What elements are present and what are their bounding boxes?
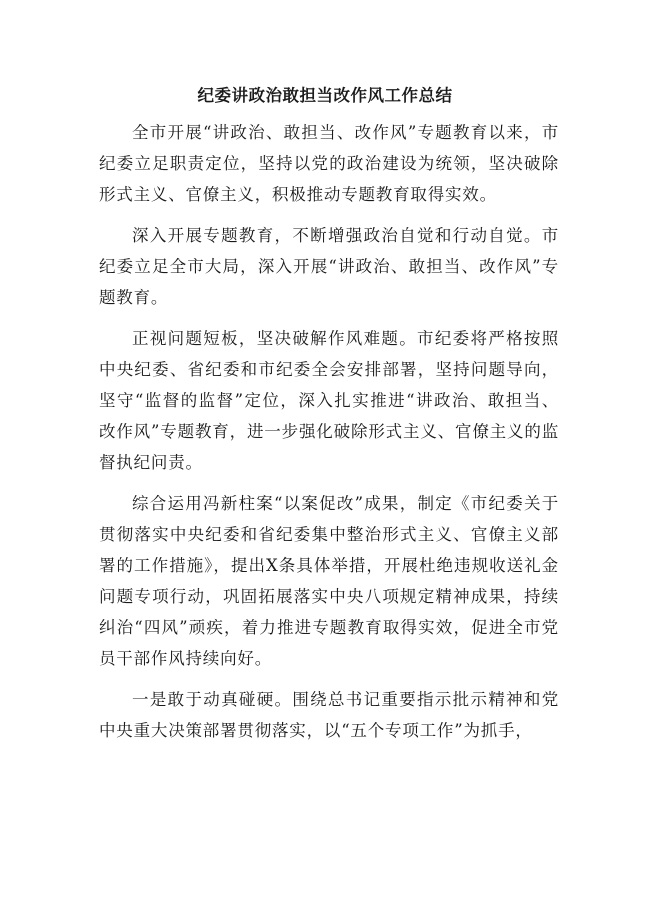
- document-body: [99, 117, 559, 756]
- paragraph-5: 一是敢于动真碰硬。围绕总书记重要指示批示精神和党中央重大决策部署贯彻落实，以“五个专项工作”为抓手，: [99, 690, 559, 740]
- paragraph-2: 深入开展专题教育，不断增强政治自觉和行动自觉。市纪委立足全市大局，深入开展“讲政治、敢担当、改作风”专题教育。: [99, 226, 559, 307]
- paragraph-1: 全市开展“讲政治、敢担当、改作风”专题教育以来，市纪委立足职责定位，坚持以党的政治建设为统领，坚决破除形式主义、官僚主义，积极推动专题教育取得实效。: [99, 123, 559, 204]
- paragraph-3: 正视问题短板，坚决破解作风难题。市纪委将严格按照中央纪委、省纪委和市纪委全会安排部署，坚持问题导向，坚守“监督的监督”定位，深入扎实推进“讲政治、敢担当、改作风”专题教育，进一步强化破除形式主义、官僚主义的监督执纪问责。: [99, 329, 559, 472]
- document-title: 纪委讲政治敢担当改作风工作总结: [197, 86, 453, 105]
- paragraph-4: 综合运用冯新柱案“以案促改”成果，制定《市纪委关于贯彻落实中央纪委和省纪委集中整治形式主义、官僚主义部署的工作措施》，提出X条具体举措，开展杜绝违规收送礼金问题专项行动，巩固拓展落实中央八项规定精神成果，持续纠治“四风”顽疾，着力推进专题教育取得实效，促进全市党员干部作风持续向好。: [99, 494, 559, 668]
